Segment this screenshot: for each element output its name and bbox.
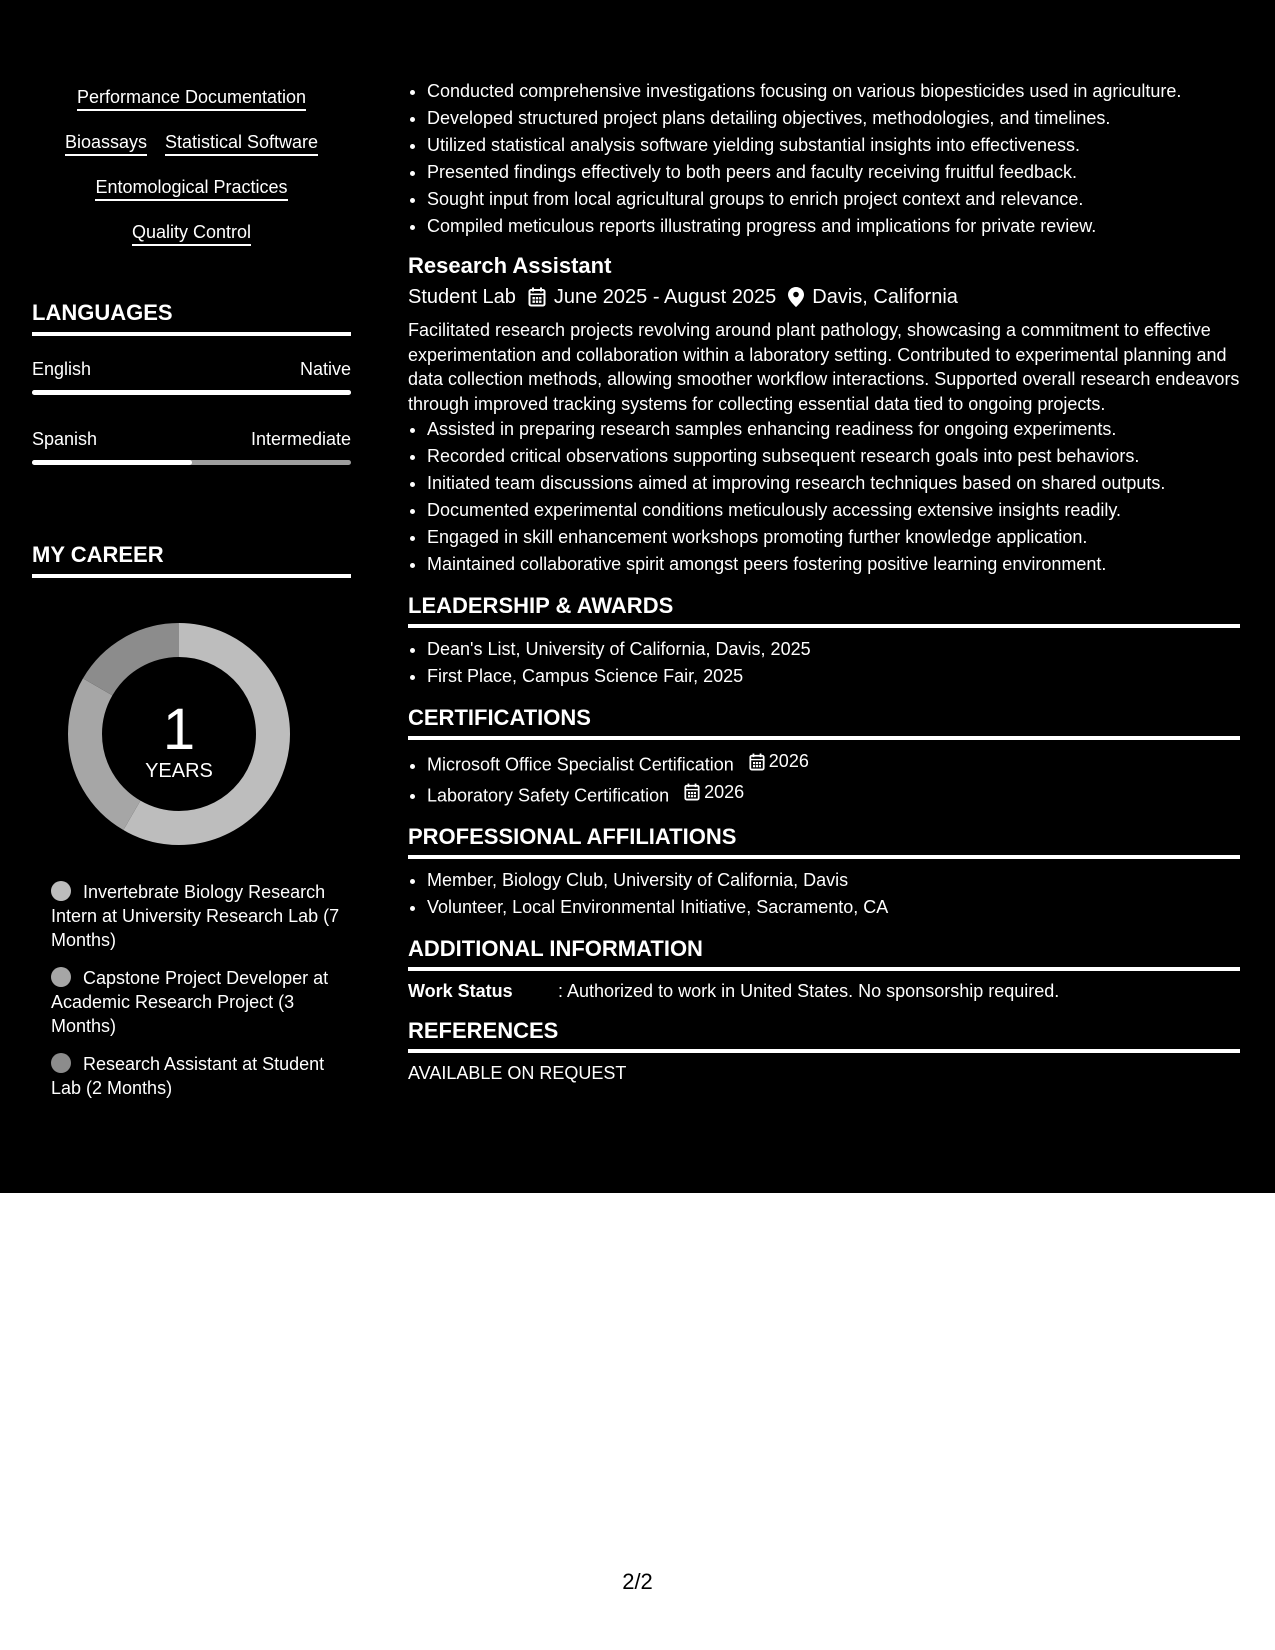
- additional-info-heading: ADDITIONAL INFORMATION: [408, 935, 1240, 971]
- career-total-unit: YEARS: [145, 760, 213, 782]
- list-item: • Developed structured project plans detailing objectives, methodologies, and timelines.: [427, 105, 1240, 132]
- career-heading: MY CAREER: [32, 542, 351, 578]
- list-item: • Maintained collaborative spirit amongst peers fostering positive learning environment.: [427, 551, 1240, 578]
- list-item: • Member, Biology Club, University of California, Davis: [427, 867, 1240, 894]
- skills-list: [32, 86, 351, 266]
- language-name: Spanish: [32, 429, 98, 449]
- work-status-value: : Authorized to work in United States. No sponsorship required.: [558, 981, 1060, 1001]
- legend-dot-icon: [51, 881, 71, 901]
- list-item: • Volunteer, Local Environmental Initiative, Sacramento, CA: [427, 894, 1240, 921]
- list-item: • Sought input from local agricultural groups to enrich project context and relevance.: [427, 186, 1240, 213]
- list-item: • Utilized statistical analysis software yielding substantial insights into effectiveness.: [427, 132, 1240, 159]
- job-dates: June 2025 - August 2025: [553, 286, 777, 308]
- career-total-number: 1: [162, 697, 196, 762]
- skill-row: [32, 221, 351, 246]
- job-description: Facilitated research projects revolving around plant pathology, showcasing a commitment to effective experimentation and collaboration within a laboratory setting. Contributed to experimental planning and data collection methods, allowing smoother workflow interactions. Supported overall research endeavors through improved tracking systems for collecting essential data tied to ongoing projects.: [408, 320, 1240, 414]
- list-item: • Recorded critical observations supporting subsequent research goals into pest behaviors.: [427, 443, 1240, 470]
- job-title: Research Assistant: [408, 253, 612, 278]
- job-location: Davis, California: [812, 286, 958, 308]
- list-item: • Presented findings effectively to both peers and faculty receiving fruitful feedback.: [427, 159, 1240, 186]
- references-text: AVAILABLE ON REQUEST: [408, 1063, 627, 1083]
- previous-job-bullets: [408, 78, 1240, 240]
- list-item: • First Place, Campus Science Fair, 2025: [427, 663, 1240, 690]
- location-pin-icon: [788, 287, 804, 307]
- career-legend-item: Research Assistant at Student Lab (2 Months): [51, 1054, 325, 1098]
- leadership-list: [408, 636, 1240, 690]
- list-item: • Microsoft Office Specialist Certification 2026: [427, 748, 1240, 779]
- skill-row: [32, 176, 351, 201]
- calendar-icon: [684, 783, 700, 801]
- language-english: [32, 358, 351, 395]
- list-item: • Dean's List, University of California, Davis, 2025: [427, 636, 1240, 663]
- skill-tag: Entomological Practices: [95, 176, 287, 201]
- skill-tag: Quality Control: [132, 221, 251, 246]
- calendar-icon: [749, 753, 765, 771]
- list-item: • Compiled meticulous reports illustrating progress and implications for private review.: [427, 213, 1240, 240]
- work-status-row: [408, 979, 1240, 1003]
- list-item: • Initiated team discussions aimed at improving research techniques based on shared outputs.: [427, 470, 1240, 497]
- list-item: • Laboratory Safety Certification 2026: [427, 779, 1240, 810]
- list-item: • Documented experimental conditions meticulously accessing extensive insights readily.: [427, 497, 1240, 524]
- legend-dot-icon: [51, 1053, 71, 1073]
- language-bar-fill: [32, 460, 192, 465]
- certifications-list: [408, 748, 1240, 809]
- leadership-heading: LEADERSHIP & AWARDS: [408, 592, 1240, 628]
- language-level: Native: [299, 359, 351, 379]
- references-heading: REFERENCES: [408, 1017, 1240, 1053]
- calendar-icon: [528, 287, 546, 307]
- skill-row: [32, 86, 351, 111]
- career-legend-item: Invertebrate Biology Research Intern at University Research Lab (7 Months): [51, 882, 340, 950]
- main-column: [408, 78, 1240, 1085]
- affiliations-list: [408, 867, 1240, 921]
- language-bar-fill: [32, 390, 351, 395]
- job-meta: [408, 284, 1240, 310]
- work-status-label: Work Status: [408, 981, 513, 1001]
- career-legend: [51, 880, 341, 1114]
- job-company: Student Lab: [408, 286, 516, 308]
- skill-tag: Statistical Software: [165, 131, 318, 156]
- cert-year: 2026: [768, 751, 809, 771]
- list-item: • Assisted in preparing research samples enhancing readiness for ongoing experiments.: [427, 416, 1240, 443]
- sidebar: [0, 0, 382, 1193]
- career-donut-chart: [62, 617, 296, 851]
- skill-tag: Bioassays: [65, 131, 147, 156]
- languages-heading: LANGUAGES: [32, 300, 351, 336]
- language-bar: [32, 460, 351, 465]
- page-number: 2/2: [622, 1569, 653, 1594]
- skill-tag: Performance Documentation: [77, 86, 306, 111]
- list-item: • Engaged in skill enhancement workshops promoting further knowledge application.: [427, 524, 1240, 551]
- language-bar: [32, 390, 351, 395]
- language-spanish: [32, 428, 351, 465]
- language-name: English: [32, 359, 92, 379]
- language-level: Intermediate: [250, 429, 351, 449]
- legend-dot-icon: [51, 967, 71, 987]
- career-legend-item: Capstone Project Developer at Academic Research Project (3 Months): [51, 968, 329, 1036]
- certifications-heading: CERTIFICATIONS: [408, 704, 1240, 740]
- affiliations-heading: PROFESSIONAL AFFILIATIONS: [408, 823, 1240, 859]
- list-item: • Conducted comprehensive investigations focusing on various biopesticides used in agriculture.: [427, 78, 1240, 105]
- cert-year: 2026: [704, 781, 745, 802]
- skill-row: [32, 131, 351, 156]
- job-bullets: [408, 416, 1240, 578]
